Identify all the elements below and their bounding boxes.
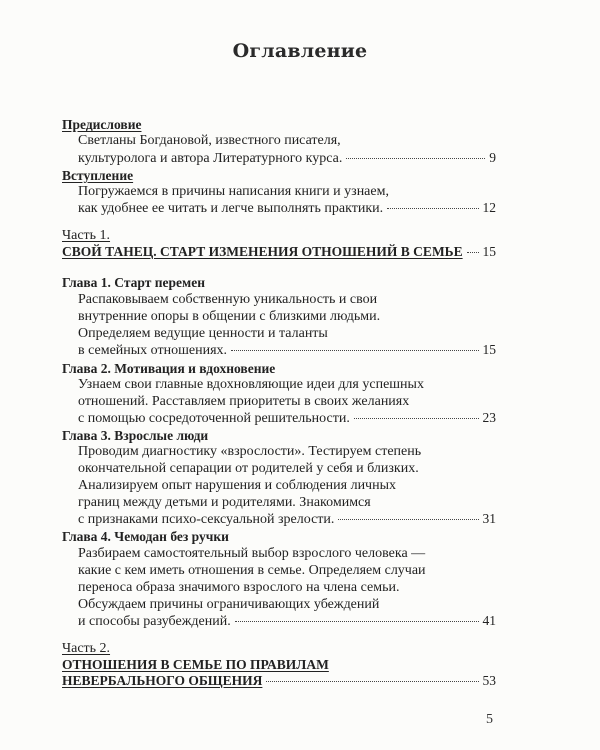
chapter3-heading: Глава 3. Взрослые люди bbox=[62, 428, 209, 443]
dot-leader bbox=[338, 519, 478, 520]
chapter4-line-5: и способы разубеждений. bbox=[78, 614, 231, 629]
part2-title-line-2: НЕВЕРБАЛЬНОГО ОБЩЕНИЯ bbox=[62, 673, 263, 688]
part1-label: Часть 1. bbox=[62, 228, 111, 243]
dot-leader bbox=[231, 350, 478, 351]
chapter1-line-3: Определяем ведущие ценности и таланты bbox=[78, 326, 328, 341]
preface-page: 9 bbox=[489, 150, 496, 165]
part2-title-line-1: ОТНОШЕНИЯ В СЕМЬЕ ПО ПРАВИЛАМ bbox=[62, 657, 329, 672]
chapter4-entry bbox=[78, 613, 496, 630]
chapter3-page: 31 bbox=[482, 511, 496, 526]
preface-line-1: Светланы Богдановой, известного писателя, bbox=[78, 133, 341, 148]
chapter4-line-1: Разбираем самостоятельный выбор взрослого человека — bbox=[78, 546, 426, 561]
intro-line-1: Погружаемся в причины написания книги и узнаем, bbox=[78, 184, 389, 199]
chapter4-line-4: Обсуждаем причины ограничивающих убеждений bbox=[78, 597, 380, 612]
preface-heading: Предисловие bbox=[62, 117, 142, 132]
part1-entry bbox=[62, 244, 496, 260]
chapter3-line-1: Проводим диагностику «взрослости». Тестируем степень bbox=[78, 444, 422, 459]
part2-label: Часть 2. bbox=[62, 641, 111, 656]
chapter1-entry bbox=[78, 342, 496, 359]
chapter3-line-5: с признаками психо-сексуальной зрелости. bbox=[78, 512, 335, 527]
intro-line-2: как удобнее ее читать и легче выполнять практики. bbox=[78, 201, 384, 216]
intro-entry bbox=[78, 200, 496, 217]
page-title: Оглавление bbox=[232, 40, 368, 62]
part1-title: СВОЙ ТАНЕЦ. СТАРТ ИЗМЕНЕНИЯ ОТНОШЕНИЙ В СЕМЬЕ bbox=[62, 244, 463, 259]
chapter1-line-2: внутренние опоры в общении с близкими людьми. bbox=[78, 309, 381, 324]
chapter3-line-4: границ между детьми и родителями. Знакомимся bbox=[78, 495, 371, 510]
dot-leader bbox=[354, 418, 479, 419]
chapter1-page: 15 bbox=[482, 342, 496, 357]
chapter2-page: 23 bbox=[482, 410, 496, 425]
chapter1-line-4: в семейных отношениях. bbox=[78, 343, 228, 358]
chapter2-line-1: Узнаем свои главные вдохновляющие идеи для успешных bbox=[78, 377, 424, 392]
part1-page: 15 bbox=[482, 244, 496, 259]
chapter3-line-2: окончательной сепарации от родителей у себя и близких. bbox=[78, 461, 419, 476]
dot-leader bbox=[235, 621, 479, 622]
chapter4-heading: Глава 4. Чемодан без ручки bbox=[62, 529, 229, 544]
dot-leader bbox=[346, 158, 485, 159]
chapter4-page: 41 bbox=[482, 613, 496, 628]
chapter2-heading: Глава 2. Мотивация и вдохновение bbox=[62, 361, 276, 376]
chapter2-entry bbox=[78, 410, 496, 427]
preface-line-2: культуролога и автора Литературного курса. bbox=[78, 151, 343, 166]
dot-leader bbox=[266, 681, 478, 682]
part2-entry bbox=[62, 673, 496, 689]
chapter2-line-3: с помощью сосредоточенной решительности. bbox=[78, 411, 350, 426]
page-number: 5 bbox=[486, 712, 493, 727]
chapter4-line-2: какие с кем иметь отношения в семье. Определяем случаи bbox=[78, 563, 426, 578]
chapter3-line-3: Анализируем опыт нарушения и соблюдения личных bbox=[78, 478, 396, 493]
chapter3-entry bbox=[78, 511, 496, 528]
dot-leader bbox=[387, 208, 478, 209]
chapter4-line-3: переноса образа значимого взрослого на члена семьи. bbox=[78, 580, 400, 595]
preface-entry bbox=[78, 150, 496, 167]
dot-leader bbox=[467, 252, 479, 253]
intro-heading: Вступление bbox=[62, 168, 134, 183]
part2-page: 53 bbox=[482, 673, 496, 688]
chapter1-heading: Глава 1. Старт перемен bbox=[62, 275, 205, 290]
chapter2-line-2: отношений. Расставляем приоритеты в своих желаниях bbox=[78, 394, 410, 409]
chapter1-line-1: Распаковываем собственную уникальность и свои bbox=[78, 292, 378, 307]
intro-page: 12 bbox=[482, 200, 496, 215]
